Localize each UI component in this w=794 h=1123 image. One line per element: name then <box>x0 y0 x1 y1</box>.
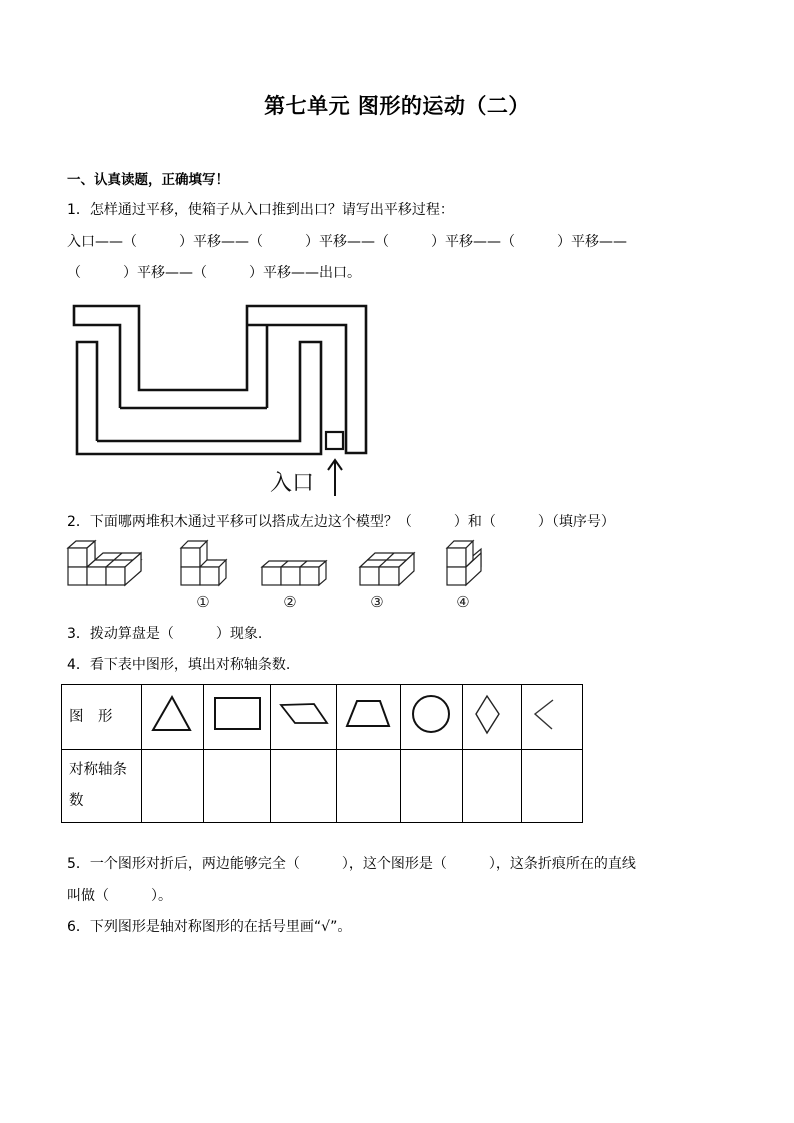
q1-prompt: 1．怎样通过平移，使箱子从入口推到出口？请写出平移过程： <box>67 202 454 218</box>
rectangle-icon <box>204 685 270 745</box>
shape-cell-circle <box>401 685 463 750</box>
shape-cell-trapezoid <box>337 685 401 750</box>
answer-cell-triangle[interactable] <box>142 750 204 823</box>
answer-cell-trapezoid[interactable] <box>337 750 401 823</box>
answer-cell-angle[interactable] <box>522 750 583 823</box>
answer-cell-parallelogram[interactable] <box>271 750 337 823</box>
entrance-label: 入口 <box>270 471 315 496</box>
q5-line-2[interactable]: 叫做（ ）。 <box>67 888 172 904</box>
q1-answer-line-2[interactable]: （ ）平移——（ ）平移——出口。 <box>67 265 361 281</box>
circle-icon <box>401 685 462 745</box>
answer-cell-rhombus[interactable] <box>463 750 522 823</box>
triangle-icon <box>142 685 203 745</box>
block-option-3 <box>360 553 414 585</box>
shape-cell-rectangle <box>204 685 271 750</box>
q1-answer-line-1[interactable]: 入口——（ ）平移——（ ）平移——（ ）平移——（ ）平移—— <box>67 234 627 250</box>
option-label-3: ③ <box>370 593 384 611</box>
q2-prompt[interactable]: 2．下面哪两堆积木通过平移可以搭成左边这个模型？（ ）和（ ）（填序号） <box>67 514 615 530</box>
shape-cell-triangle <box>142 685 204 750</box>
block-option-2 <box>262 561 326 585</box>
q6-prompt: 6．下列图形是轴对称图形的在括号里画“√”。 <box>67 919 352 935</box>
page-title: 第七单元 图形的运动（二） <box>264 93 530 118</box>
option-label-1: ① <box>196 593 210 611</box>
row-header-shape: 图 形 <box>62 685 142 750</box>
q4-prompt: 4．看下表中图形，填出对称轴条数. <box>67 657 291 673</box>
section-heading: 一、认真读题，正确填写！ <box>67 172 229 188</box>
option-label-2: ② <box>283 593 297 611</box>
row-header-axis-count: 对称轴条数 <box>62 750 142 823</box>
option-label-4: ④ <box>456 593 470 611</box>
symmetry-table <box>61 684 583 823</box>
shape-cell-angle <box>522 685 583 750</box>
block-option-1 <box>181 541 226 585</box>
block-option-4 <box>447 541 481 585</box>
block-model <box>68 541 141 585</box>
q3-prompt[interactable]: 3．拨动算盘是（ ）现象. <box>67 626 263 642</box>
parallelogram-icon <box>271 685 336 745</box>
rhombus-icon <box>463 685 521 745</box>
q5-line-1[interactable]: 5．一个图形对折后，两边能够完全（ ），这个图形是（ ），这条折痕所在的直线 <box>67 856 636 872</box>
shape-cell-parallelogram <box>271 685 337 750</box>
answer-cell-circle[interactable] <box>401 750 463 823</box>
angle-icon <box>522 685 582 745</box>
answer-cell-rectangle[interactable] <box>204 750 271 823</box>
shape-cell-rhombus <box>463 685 522 750</box>
trapezoid-icon <box>337 685 400 745</box>
